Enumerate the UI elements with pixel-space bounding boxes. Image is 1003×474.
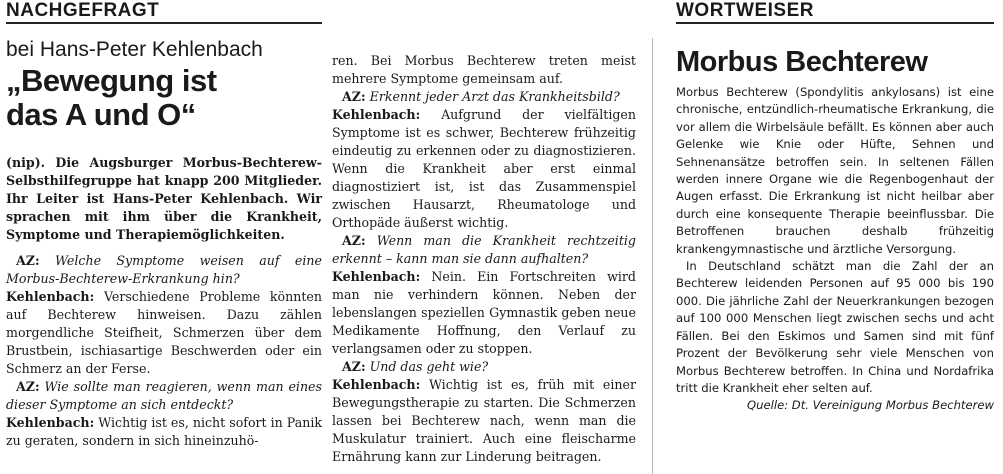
column-divider [652,38,653,474]
interview-subhead: bei Hans-Peter Kehlenbach [6,38,263,61]
question-4 [332,232,636,268]
answer-3 [332,106,636,232]
answer-text: Wichtig ist es, nicht sofort in Panik zu geraten, sondern in sich hineinzuhö- [6,415,322,448]
question-text: Wenn man die Krankheit rechtzeitig erkennt – kann man sie dann aufhalten? [332,233,636,266]
question-text: Erkennt jeder Arzt das Krankheitsbild? [369,89,620,104]
headline [6,64,322,132]
glossary-column [676,0,994,415]
question-2 [6,378,322,414]
answer-text: Wichtig ist es, früh mit einer Bewegungstherapie zu starten. Die Schmerzen lassen bei Bechterew nach, wenn man die Muskulatur trainiert. Auch eine fleischarme Ernährung kann zur Linderung beitragen. [332,377,636,464]
answer-text: Aufgrund der vielfältigen Symptome ist es schwer, Bechterew frühzeitig eindeutig zu erkennen oder zu diagnostizieren. Wenn die Krankheit aber erst einmal diagnostiziert ist, ist das Zusammenspiel zwischen Hausarzt, Rheumatologe und Orthopäde äußerst wichtig. [332,107,636,230]
question-text: Wie sollte man reagieren, wenn man eines dieser Symptome an sich entdeckt? [6,379,322,412]
rubric-rule [6,22,322,24]
glossary-paragraph-2: In Deutschland schätzt man die Zahl der an Bechterew leidenden Personen auf 95 000 bis 190 000. Die jährliche Zahl der Neuerkrankungen bezogen auf 100 000 Menschen liegt zwischen sechs und acht Fällen. Bei den Eskimos und Samen sind mit fünf Prozent der Bevölkerung sehr viele Menschen von Morbus Bechterew betroffen. In China und Nordafrika tritt die Krankheit eher selten auf. [676,259,994,395]
rubric-rule [676,22,994,24]
question-label: AZ: [16,379,40,394]
answer-label: Kehlenbach: [332,107,421,122]
answer-label: Kehlenbach: [332,377,421,392]
answer-label: Kehlenbach: [6,415,95,430]
answer-text: Verschiedene Probleme könnten auf Bechterew hinweisen. Dazu zählen morgendliche Steifheit, Schmerzen über dem Brustbein, ischiasartige Beschwerden oder ein Schmerz an der Ferse. [6,289,322,376]
question-3 [332,88,636,106]
question-text: Und das geht wie? [369,359,489,374]
source-credit: Quelle: Dt. Vereinigung Morbus Bechterew [747,398,994,413]
glossary-title: Morbus Bechterew [676,46,928,78]
answer-label: Kehlenbach: [6,289,95,304]
question-label: AZ: [342,359,366,374]
interview-column-left [6,0,322,450]
question-1 [6,252,322,288]
glossary-paragraph-1: Morbus Bechterew (Spondylitis ankylosans) ist eine chronische, entzündlich-rheumatische Erkrankung, die vor allem die Wirbelsäule befällt. Es können aber auch Gelenke wie Knie oder Hüfte, Sehnen und Sehnenansätze betroffen sein. In seltenen Fällen werden innere Organe wie die Regenbogenhaut der Augen erfasst. Die Erkrankung ist nicht heilbar aber durch eine konsequente Therapie beeinflussbar. Die Betroffenen brauchen deshalb frühzeitig krankengymnastische und ärztliche Versorgung. [676,85,994,256]
answer-2 [6,414,322,450]
question-label: AZ: [16,253,40,268]
question-5 [332,358,636,376]
intro-paragraph: (nip). Die Augsburger Morbus-Bechterew-Selbsthilfegruppe hat knapp 200 Mitglieder. Ihr Leiter ist Hans-Peter Kehlenbach. Wir sprachen mit ihm über die Krankheit, Symptome und Therapiemöglichkeiten. [6,155,322,242]
answer-2-continued: ren. Bei Morbus Bechterew treten meist mehrere Symptome gemeinsam auf. [332,53,636,86]
headline-line-2: das A und O“ [6,97,196,132]
answer-1 [6,288,322,378]
interview-body-left [6,252,322,450]
rubric-wortweiser: WORTWEISER [676,0,814,21]
answer-5 [332,376,636,466]
question-label: AZ: [342,233,366,248]
question-text: Welche Symptome weisen auf eine Morbus-Bechterew-Erkrankung hin? [6,253,322,286]
interview-column-middle [332,52,636,466]
question-label: AZ: [342,89,366,104]
answer-text: Nein. Ein Fortschreiten wird man nie verhindern können. Neben der lebenslangen speziellen Gymnastik geben neue Medikamente Hoffnung, den Verlauf zu verlangsamen oder zu stoppen. [332,269,636,356]
headline-line-1: „Bewegung ist [6,63,217,98]
answer-4 [332,268,636,358]
answer-label: Kehlenbach: [332,269,421,284]
rubric-nachgefragt: NACHGEFRAGT [6,0,160,21]
